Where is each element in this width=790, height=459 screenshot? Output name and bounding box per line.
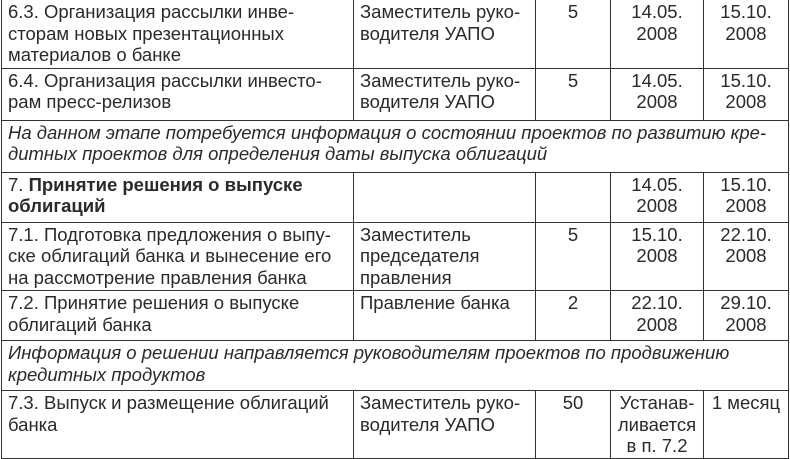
task-end: 1 месяц	[704, 391, 789, 459]
task-name: 7.2. Принятие решения о выпуске облигаций банка	[2, 291, 354, 341]
task-end: 29.10. 2008	[704, 291, 789, 341]
table-row	[2, 291, 789, 341]
table-row	[2, 0, 789, 68]
task-start: 14.05. 2008	[611, 0, 704, 68]
stage-name	[2, 172, 354, 222]
stage-title: Принятие решения о выпуске облигаций	[8, 173, 303, 216]
task-start: Устанав- ливается в п. 7.2	[611, 391, 704, 459]
task-duration: 5	[536, 222, 611, 291]
note-text: На данном этапе потребуется информация о состоянии проектов по развитию кре- дитных проектов для определения даты выпуска облигаций	[2, 120, 789, 172]
task-start: 15.10. 2008	[611, 222, 704, 291]
stage-row	[2, 172, 789, 222]
task-duration: 5	[536, 68, 611, 120]
task-start: 14.05. 2008	[611, 68, 704, 120]
task-end: 22.10. 2008	[704, 222, 789, 291]
task-end: 15.10. 2008	[704, 0, 789, 68]
note-row	[2, 120, 789, 172]
note-text: Информация о решении направляется руководителям проектов по продвижению кредитных продуктов	[2, 341, 789, 391]
task-owner: Правление банка	[354, 291, 536, 341]
table-row	[2, 391, 789, 459]
task-owner: Заместитель председателя правления	[354, 222, 536, 291]
task-owner	[354, 172, 536, 222]
task-owner: Заместитель руко- водителя УАПО	[354, 391, 536, 459]
project-schedule-table	[1, 0, 789, 459]
task-owner: Заместитель руко- водителя УАПО	[354, 0, 536, 68]
task-duration: 50	[536, 391, 611, 459]
task-duration	[536, 172, 611, 222]
task-name: 6.4. Организация рассылки инвесто- рам пресс-релизов	[2, 68, 354, 120]
task-end: 15.10. 2008	[704, 68, 789, 120]
task-name: 7.3. Выпуск и размещение облигаций банка	[2, 391, 354, 459]
table-row	[2, 222, 789, 291]
task-name: 7.1. Подготовка предложения о выпу- ске облигаций банка и вынесение его на рассмотрение правления банка	[2, 222, 354, 291]
task-start: 14.05. 2008	[611, 172, 704, 222]
table-row	[2, 68, 789, 120]
task-duration: 5	[536, 0, 611, 68]
task-end: 15.10. 2008	[704, 172, 789, 222]
stage-number: 7.	[8, 173, 29, 195]
task-owner: Заместитель руко- водителя УАПО	[354, 68, 536, 120]
note-row	[2, 341, 789, 391]
task-name: 6.3. Организация рассылки инве- сторам новых презентационных материалов о банке	[2, 0, 354, 68]
task-duration: 2	[536, 291, 611, 341]
task-start: 22.10. 2008	[611, 291, 704, 341]
